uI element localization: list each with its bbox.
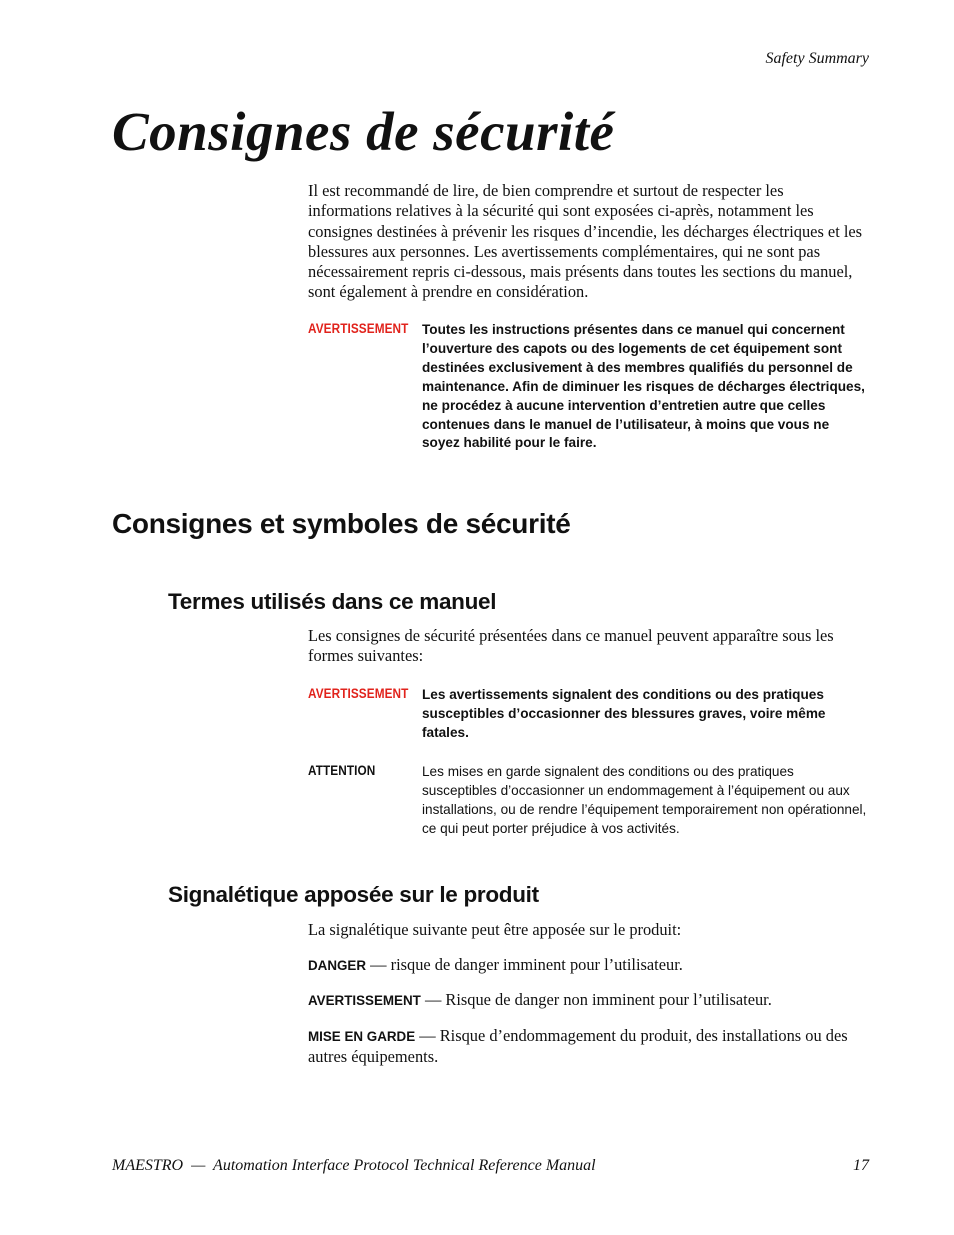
warning-text: Toutes les instructions présentes dans ce manuel qui concernent l’ouverture des capots ou des logements de cet équipement sont destinées exclusivement à des membres qualifiés du personnel de maintenance. Afin de diminuer les risques de décharges électriques, ne procédez à aucune intervention d’entretien autre que celles contenues dans le manuel de l’utilisateur, à moins que vous ne soyez habilité pour le faire. <box>422 322 865 451</box>
signage-item-warning <box>308 990 870 1011</box>
caution-note <box>308 763 870 839</box>
terms-intro: Les consignes de sécurité présentées dans ce manuel peuvent apparaître sous les formes suivantes: <box>308 626 834 666</box>
running-header: Safety Summary <box>765 50 869 67</box>
signage-item-caution <box>308 1026 870 1068</box>
terms-heading: Termes utilisés dans ce manuel <box>168 589 497 614</box>
signage-item-danger <box>308 955 870 976</box>
page-title: Consignes de sécurité <box>112 101 615 162</box>
intro-paragraph: Il est recommandé de lire, de bien comprendre et surtout de respecter les informations relatives à la sécurité qui sont exposées ci-après, notamment les consignes destinées à prévenir les risques d’incendie, les décharges électriques et les blessures aux personnes. Les avertissements complémentaires, qui ne sont pas nécessairement repris ci-dessous, mais présents dans toutes les sections du manuel, sont également à prendre en considération. <box>308 181 863 302</box>
signage-desc: — Risque de danger non imminent pour l’utilisateur. <box>420 990 772 1009</box>
signage-term: MISE EN GARDE <box>308 1029 416 1044</box>
terms-warning-note <box>308 686 870 743</box>
footer-manual-title: MAESTRO — Automation Interface Protocol Technical Reference Manual <box>112 1157 596 1174</box>
caution-label: ATTENTION <box>308 763 376 778</box>
caution-text: Les mises en garde signalent des conditions ou des pratiques susceptibles d’occasionner un endommagement à l’équipement ou aux installations, ou de rendre l’équipement temporairement non opérationnel, ce qui peut porter préjudice à vos activités. <box>422 764 867 836</box>
warning-note <box>308 321 870 453</box>
signage-intro: La signalétique suivante peut être apposée sur le produit: <box>308 920 682 939</box>
signage-desc: — Risque d’endommagement du produit, des installations ou des autres équipements. <box>308 1026 848 1067</box>
signage-heading: Signalétique apposée sur le produit <box>168 882 539 907</box>
signage-term: DANGER <box>308 958 367 973</box>
section-heading: Consignes et symboles de sécurité <box>112 508 571 539</box>
warning-label: AVERTISSEMENT <box>308 321 409 336</box>
signage-term: AVERTISSEMENT <box>308 993 421 1008</box>
footer-page-number: 17 <box>853 1157 869 1174</box>
terms-warning-label: AVERTISSEMENT <box>308 686 409 701</box>
terms-warning-text: Les avertissements signalent des conditions ou des pratiques susceptibles d’occasionner des blessures graves, voire même fatales. <box>422 687 826 740</box>
signage-desc: — risque de danger imminent pour l’utilisateur. <box>366 955 683 974</box>
